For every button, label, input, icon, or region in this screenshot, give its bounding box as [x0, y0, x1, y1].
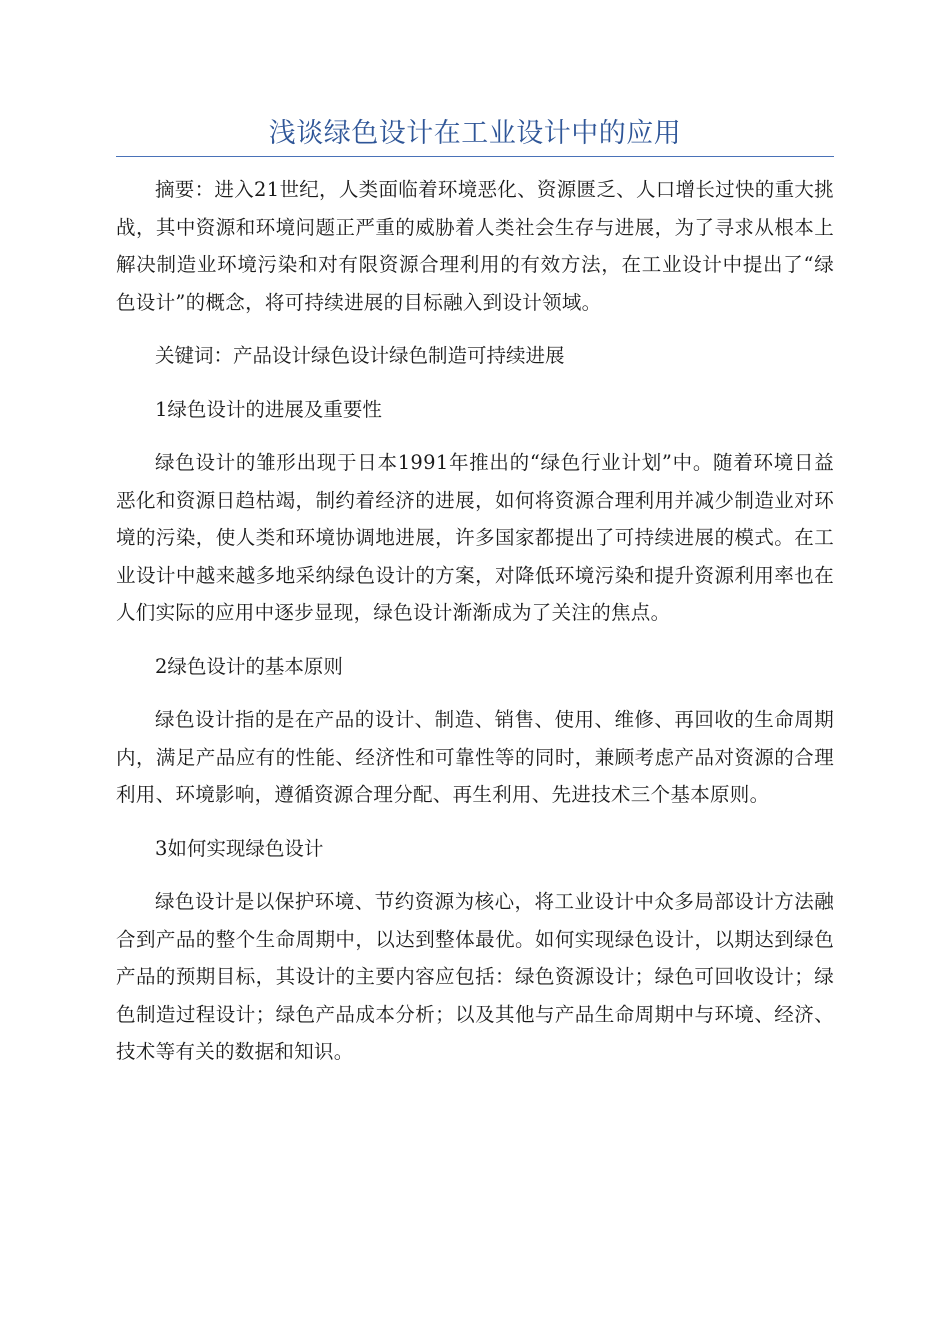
title-underline — [116, 156, 834, 157]
document-title: 浅谈绿色设计在工业设计中的应用 — [268, 118, 682, 149]
section-2-body: 绿色设计指的是在产品的设计、制造、销售、使用、维修、再回收的生命周期内，满足产品应有的性能、经济性和可靠性等的同时，兼顾考虑产品对资源的合理利用、环境影响，遵循资源合理分配、再生利用、先进技术三个基本原则。 — [116, 708, 834, 806]
keywords-line: 关键词：产品设计绿色设计绿色制造可持续进展 — [155, 344, 565, 367]
document-page — [116, 112, 834, 1087]
abstract-paragraph: 摘要：进入21世纪，人类面临着环境恶化、资源匮乏、人口增长过快的重大挑战，其中资源和环境问题正严重的威胁着人类社会生存与进展，为了寻求从根本上解决制造业环境污染和对有限资源合理利用的有效方法，在工业设计中提出了“绿色设计”的概念，将可持续进展的目标融入到设计领域。 — [116, 178, 834, 314]
section-3-heading: 3如何实现绿色设计 — [155, 836, 324, 860]
section-1-body: 绿色设计的雏形出现于日本1991年推出的“绿色行业计划”中。随着环境日益恶化和资源日趋枯竭，制约着经济的进展，如何将资源合理利用并减少制造业对环境的污染，使人类和环境协调地进展，许多国家都提出了可持续进展的模式。在工业设计中越来越多地采纳绿色设计的方案，对降低环境污染和提升资源利用率也在人们实际的应用中逐步显现，绿色设计渐渐成为了关注的焦点。 — [116, 451, 834, 624]
section-2-heading: 2绿色设计的基本原则 — [155, 654, 343, 678]
section-1-heading: 1绿色设计的进展及重要性 — [155, 397, 382, 421]
section-3-body: 绿色设计是以保护环境、节约资源为核心，将工业设计中众多局部设计方法融合到产品的整个生命周期中，以达到整体最优。如何实现绿色设计，以期达到绿色产品的预期目标，其设计的主要内容应包括：绿色资源设计；绿色可回收设计；绿色制造过程设计；绿色产品成本分析；以及其他与产品生命周期中与环境、经济、技术等有关的数据和知识。 — [116, 890, 834, 1063]
